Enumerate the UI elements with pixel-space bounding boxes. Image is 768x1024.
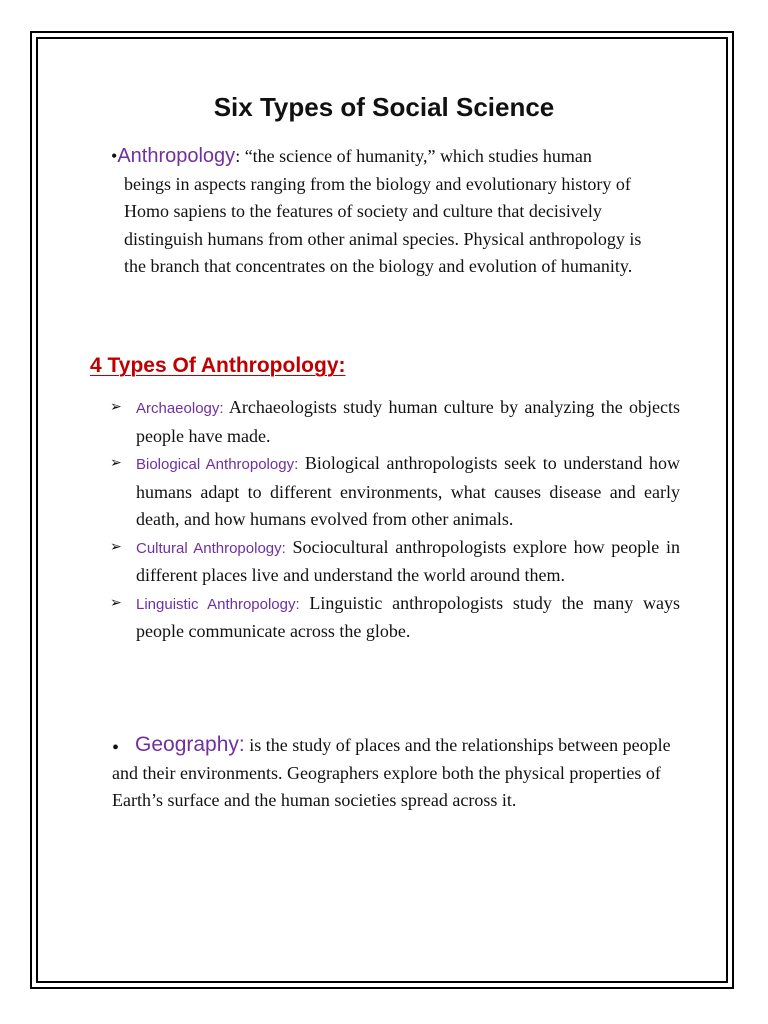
bullet-icon: • — [112, 737, 120, 759]
anthropology-term: Anthropology — [117, 145, 236, 167]
type-term: Linguistic Anthropology: — [136, 595, 300, 613]
geography-text: is the study of places and the relationships between people and their environments. Geographers explore both the physical properties of Earth’s surface and the human societies spread across it. — [112, 735, 671, 810]
anthropology-text-rest: beings in aspects ranging from the biology and evolutionary history of Homo sapiens to the features of society and culture that decisively distinguish humans from other animal species. Physical anthropology is the branch that concentrates on the biology and evolution of humanity. — [124, 173, 642, 276]
type-text: Archaeologists study human culture by analyzing the objects people have made. — [136, 397, 680, 446]
anthropology-paragraph — [111, 143, 664, 281]
list-item — [110, 534, 680, 590]
page-title: Six Types of Social Science — [213, 92, 555, 122]
type-term: Biological Anthropology: — [136, 456, 299, 473]
arrow-bullet-icon: ➢ — [110, 399, 122, 415]
anthropology-text-first: : “the science of humanity,” which studies human — [235, 146, 592, 166]
geography-term: Geography: — [135, 733, 245, 756]
list-item — [110, 590, 680, 646]
type-term: Archaeology: — [136, 400, 224, 417]
arrow-bullet-icon: ➢ — [110, 594, 122, 611]
type-term: Cultural Anthropology: — [136, 539, 286, 557]
bullet-icon: • — [111, 146, 118, 166]
anthropology-types-list — [110, 394, 680, 646]
type-text: Linguistic anthropologists study the many ways people communicate across the globe. — [136, 592, 680, 641]
list-item — [110, 450, 680, 534]
arrow-bullet-icon: ➢ — [110, 455, 122, 471]
type-text: Biological anthropologists seek to understand how humans adapt to different environments, what causes disease and early death, and how humans evolved from other animals. — [136, 453, 681, 529]
type-text: Sociocultural anthropologists explore how people in different places live and understand the world around them. — [136, 536, 680, 585]
arrow-bullet-icon: ➢ — [110, 538, 122, 555]
types-heading: 4 Types Of Anthropology: — [90, 354, 346, 377]
geography-paragraph — [112, 731, 682, 815]
list-item — [110, 394, 680, 450]
